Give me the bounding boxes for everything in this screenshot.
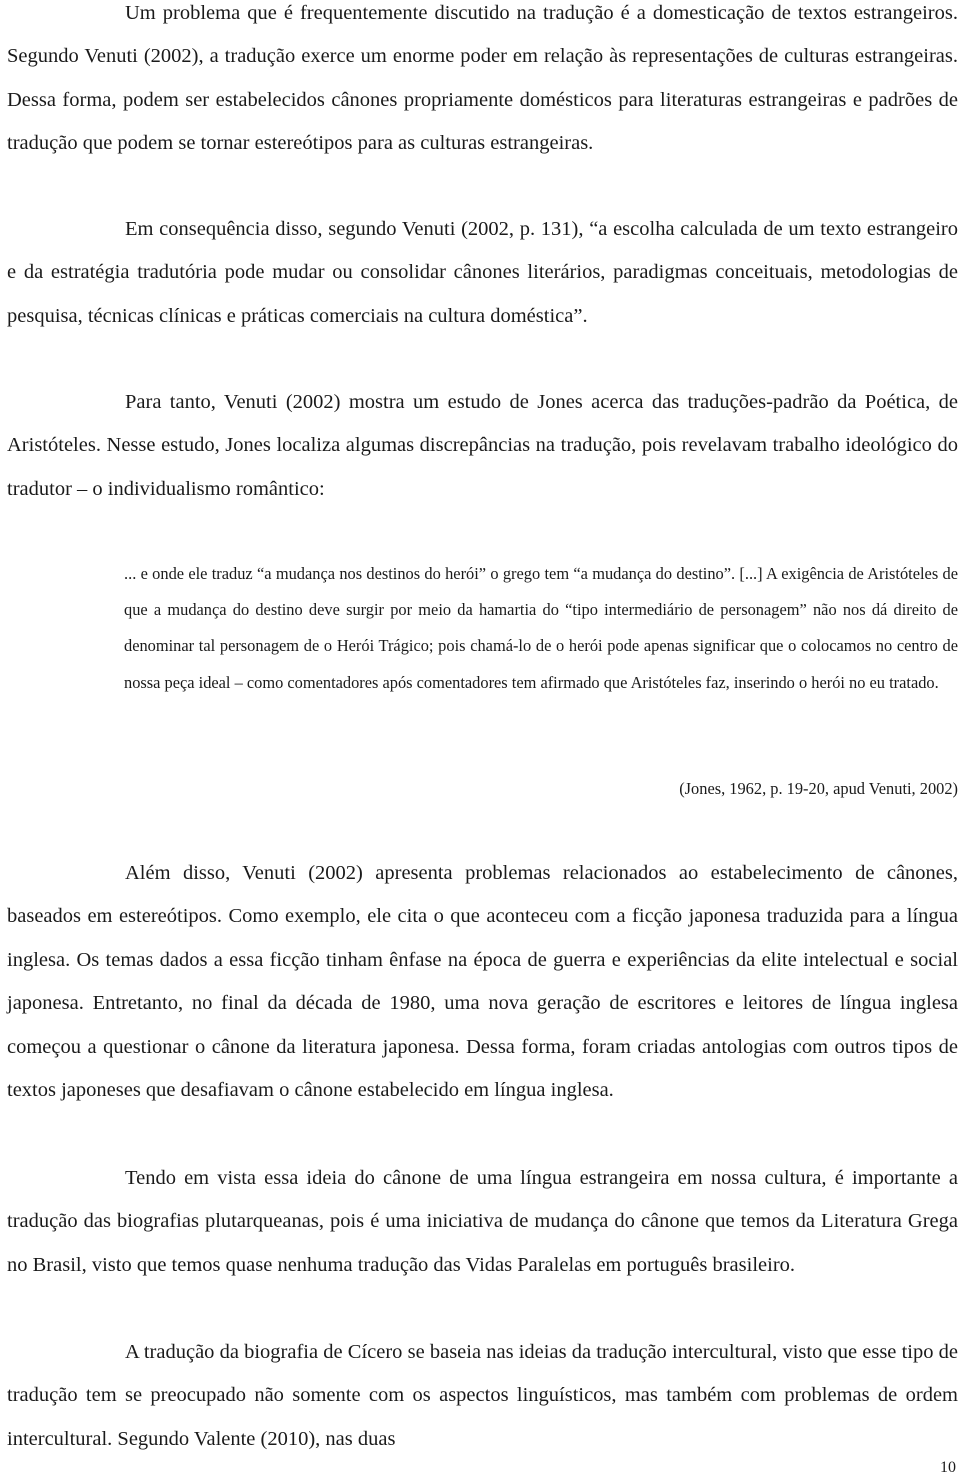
paragraph-jones-study: Para tanto, Venuti (2002) mostra um estudo de Jones acerca das traduções-padrão da Poética, de Aristóteles. Nesse estudo, Jones localiza algumas discrepâncias na tradução, pois revelavam trabalho ideológico do tradutor – o individualismo romântico: [7,391,958,500]
paragraph-domestication: Um problema que é frequentemente discutido na tradução é a domesticação de textos estrangeiros. Segundo Venuti (2002), a tradução exerce um enorme poder em relação às representações de culturas estrangeiras. Dessa forma, podem ser estabelecidos cânones propriamente domésticos para literaturas estrangeiras e padrões de tradução que podem se tornar estereótipos para as culturas estrangeiras. [7,2,958,155]
paragraph-canon-translation: Tendo em vista essa ideia do cânone de uma língua estrangeira em nossa cultura, é importante a tradução das biografias plutarqueanas, pois é uma iniciativa de mudança do cânone que temos da Literatura Grega no Brasil, visto que temos quase nenhuma tradução das Vidas Paralelas em português brasileiro. [7,1167,958,1276]
paragraph-cicero: A tradução da biografia de Cícero se baseia nas ideias da tradução intercultural, visto que esse tipo de tradução tem se preocupado não somente com os aspectos linguísticos, mas também com problemas de ordem intercultural. Segundo Valente (2010), nas duas [7,1341,958,1450]
block-quote: ... e onde ele traduz “a mudança nos destinos do herói” o grego tem “a mudança do destino”. [...] A exigência de Aristóteles de que a mudança do destino deve surgir por meio da hamartia do “tipo intermediário de personagem” não nos dá direito de denominar tal personagem de o Herói Trágico; pois chamá-lo de o herói pode apenas significar que o colocamos no centro de nossa peça ideal – como comentadores após comentadores tem afirmado que Aristóteles faz, inserindo o herói no eu tratado. [124,564,958,692]
page-number: 10 [940,1459,956,1476]
paragraph-japanese-fiction: Além disso, Venuti (2002) apresenta problemas relacionados ao estabelecimento de cânones, baseados em estereótipos. Como exemplo, ele cita o que aconteceu com a ficção japonesa traduzida para a língua inglesa. Os temas dados a essa ficção tinham ênfase na época de guerra e experiências da elite intelectual e social japonesa. Entretanto, no final da década de 1980, uma nova geração de escritores e leitores de língua inglesa começou a questionar o cânone da literatura japonesa. Dessa forma, foram criadas antologias com outros tipos de textos japoneses que desafiavam o cânone estabelecido em língua inglesa. [7,862,958,1102]
paragraph-venuti-quote: Em consequência disso, segundo Venuti (2002, p. 131), “a escolha calculada de um texto estrangeiro e da estratégia tradutória pode mudar ou consolidar cânones literários, paradigmas conceituais, metodologias de pesquisa, técnicas clínicas e práticas comerciais na cultura doméstica”. [7,218,958,327]
quote-citation: (Jones, 1962, p. 19-20, apud Venuti, 2002) [679,779,958,798]
